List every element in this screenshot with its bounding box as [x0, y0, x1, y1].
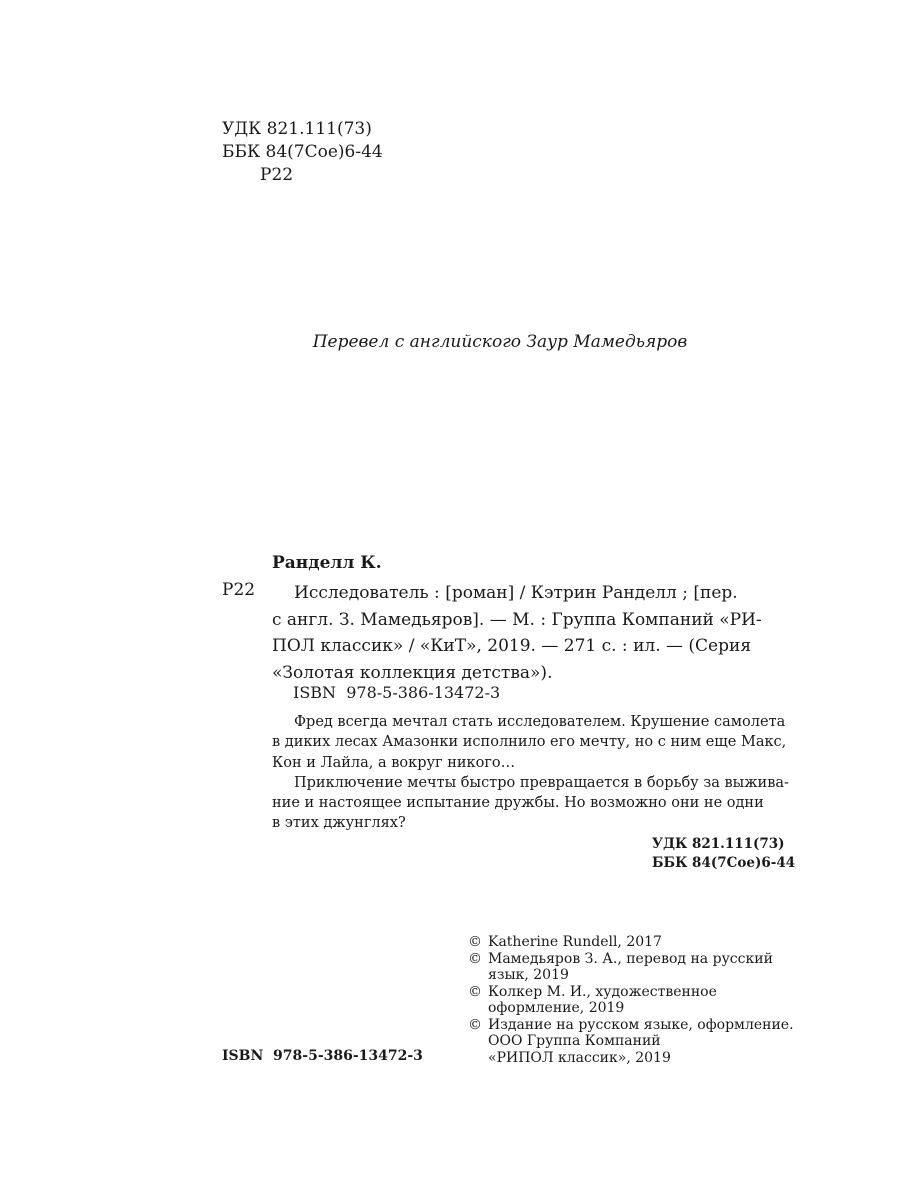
copyright-line: Издание на русском языке, оформление. — [488, 1016, 794, 1033]
udk-code: УДК 821.111(73) — [222, 119, 372, 139]
isbn-line: ISBN 978-5-386-13472-3 — [293, 683, 501, 702]
annotation-line: ние и настоящее испытание дружбы. Но возможно они не одни — [272, 795, 764, 812]
copyright-line: оформление, 2019 — [488, 1000, 625, 1016]
copyright-block — [468, 934, 794, 1066]
copyright-line: Katherine Rundell, 2017 — [488, 934, 662, 950]
bbk-code: ББК 84(7Сое)6-44 — [222, 142, 383, 162]
udk-code: УДК 821.111(73) — [652, 836, 785, 852]
copyright-line: Колкер М. И., художественное — [488, 983, 717, 1000]
copyright-entry — [468, 934, 794, 951]
annotation-line: в диких лесах Амазонки исполнило его мечту, но с ним еще Макс, — [272, 734, 787, 751]
copyright-symbol: © — [468, 983, 482, 1000]
annotation — [272, 712, 789, 834]
author-heading: Ранделл К. — [272, 553, 382, 573]
bib-line: ПОЛ классик» / «КиТ», 2019. — 271 с. : ил. — (Серия — [272, 636, 752, 656]
bbk-code: ББК 84(7Сое)6-44 — [652, 855, 796, 871]
copyright-symbol: © — [468, 934, 482, 950]
copyright-symbol: © — [468, 1016, 482, 1033]
copyright-line: язык, 2019 — [488, 967, 569, 983]
copyright-line: «РИПОЛ классик», 2019 — [488, 1049, 671, 1066]
bib-line: с англ. З. Мамедьяров]. — М. : Группа Компаний «РИ- — [272, 609, 762, 630]
annotation-line: Приключение мечты быстро превращается в борьбу за выжива- — [294, 774, 789, 791]
copyright-entry — [468, 1017, 794, 1067]
copyright-symbol: © — [468, 950, 482, 967]
bib-line: «Золотая коллекция детства»). — [272, 662, 553, 683]
bib-author-mark: Р22 — [222, 580, 256, 600]
annotation-line: Кон и Лайла, а вокруг никого… — [272, 754, 516, 771]
annotation-line: Фред всегда мечтал стать исследователем. Крушение самолета — [294, 714, 786, 730]
copyright-entry — [468, 984, 794, 1017]
header-classification-codes — [222, 118, 383, 187]
translator-credit — [0, 332, 900, 352]
bib-line: Исследователь : [роман] / Кэтрин Ранделл ; [пер. — [294, 583, 738, 603]
copyright-line: Мамедьяров З. А., перевод на русский — [488, 950, 773, 967]
copyright-entry — [468, 951, 794, 984]
isbn-bottom: ISBN 978-5-386-13472-3 — [222, 1048, 423, 1064]
author-mark: Р22 — [260, 165, 294, 185]
bibliographic-description — [272, 580, 762, 686]
footer-classification-codes — [652, 835, 795, 873]
copyright-line: ООО Группа Компаний — [488, 1033, 661, 1049]
annotation-line: в этих джунглях? — [272, 815, 406, 832]
translator-text: Перевел с английского Заур Мамедьяров — [312, 332, 688, 352]
